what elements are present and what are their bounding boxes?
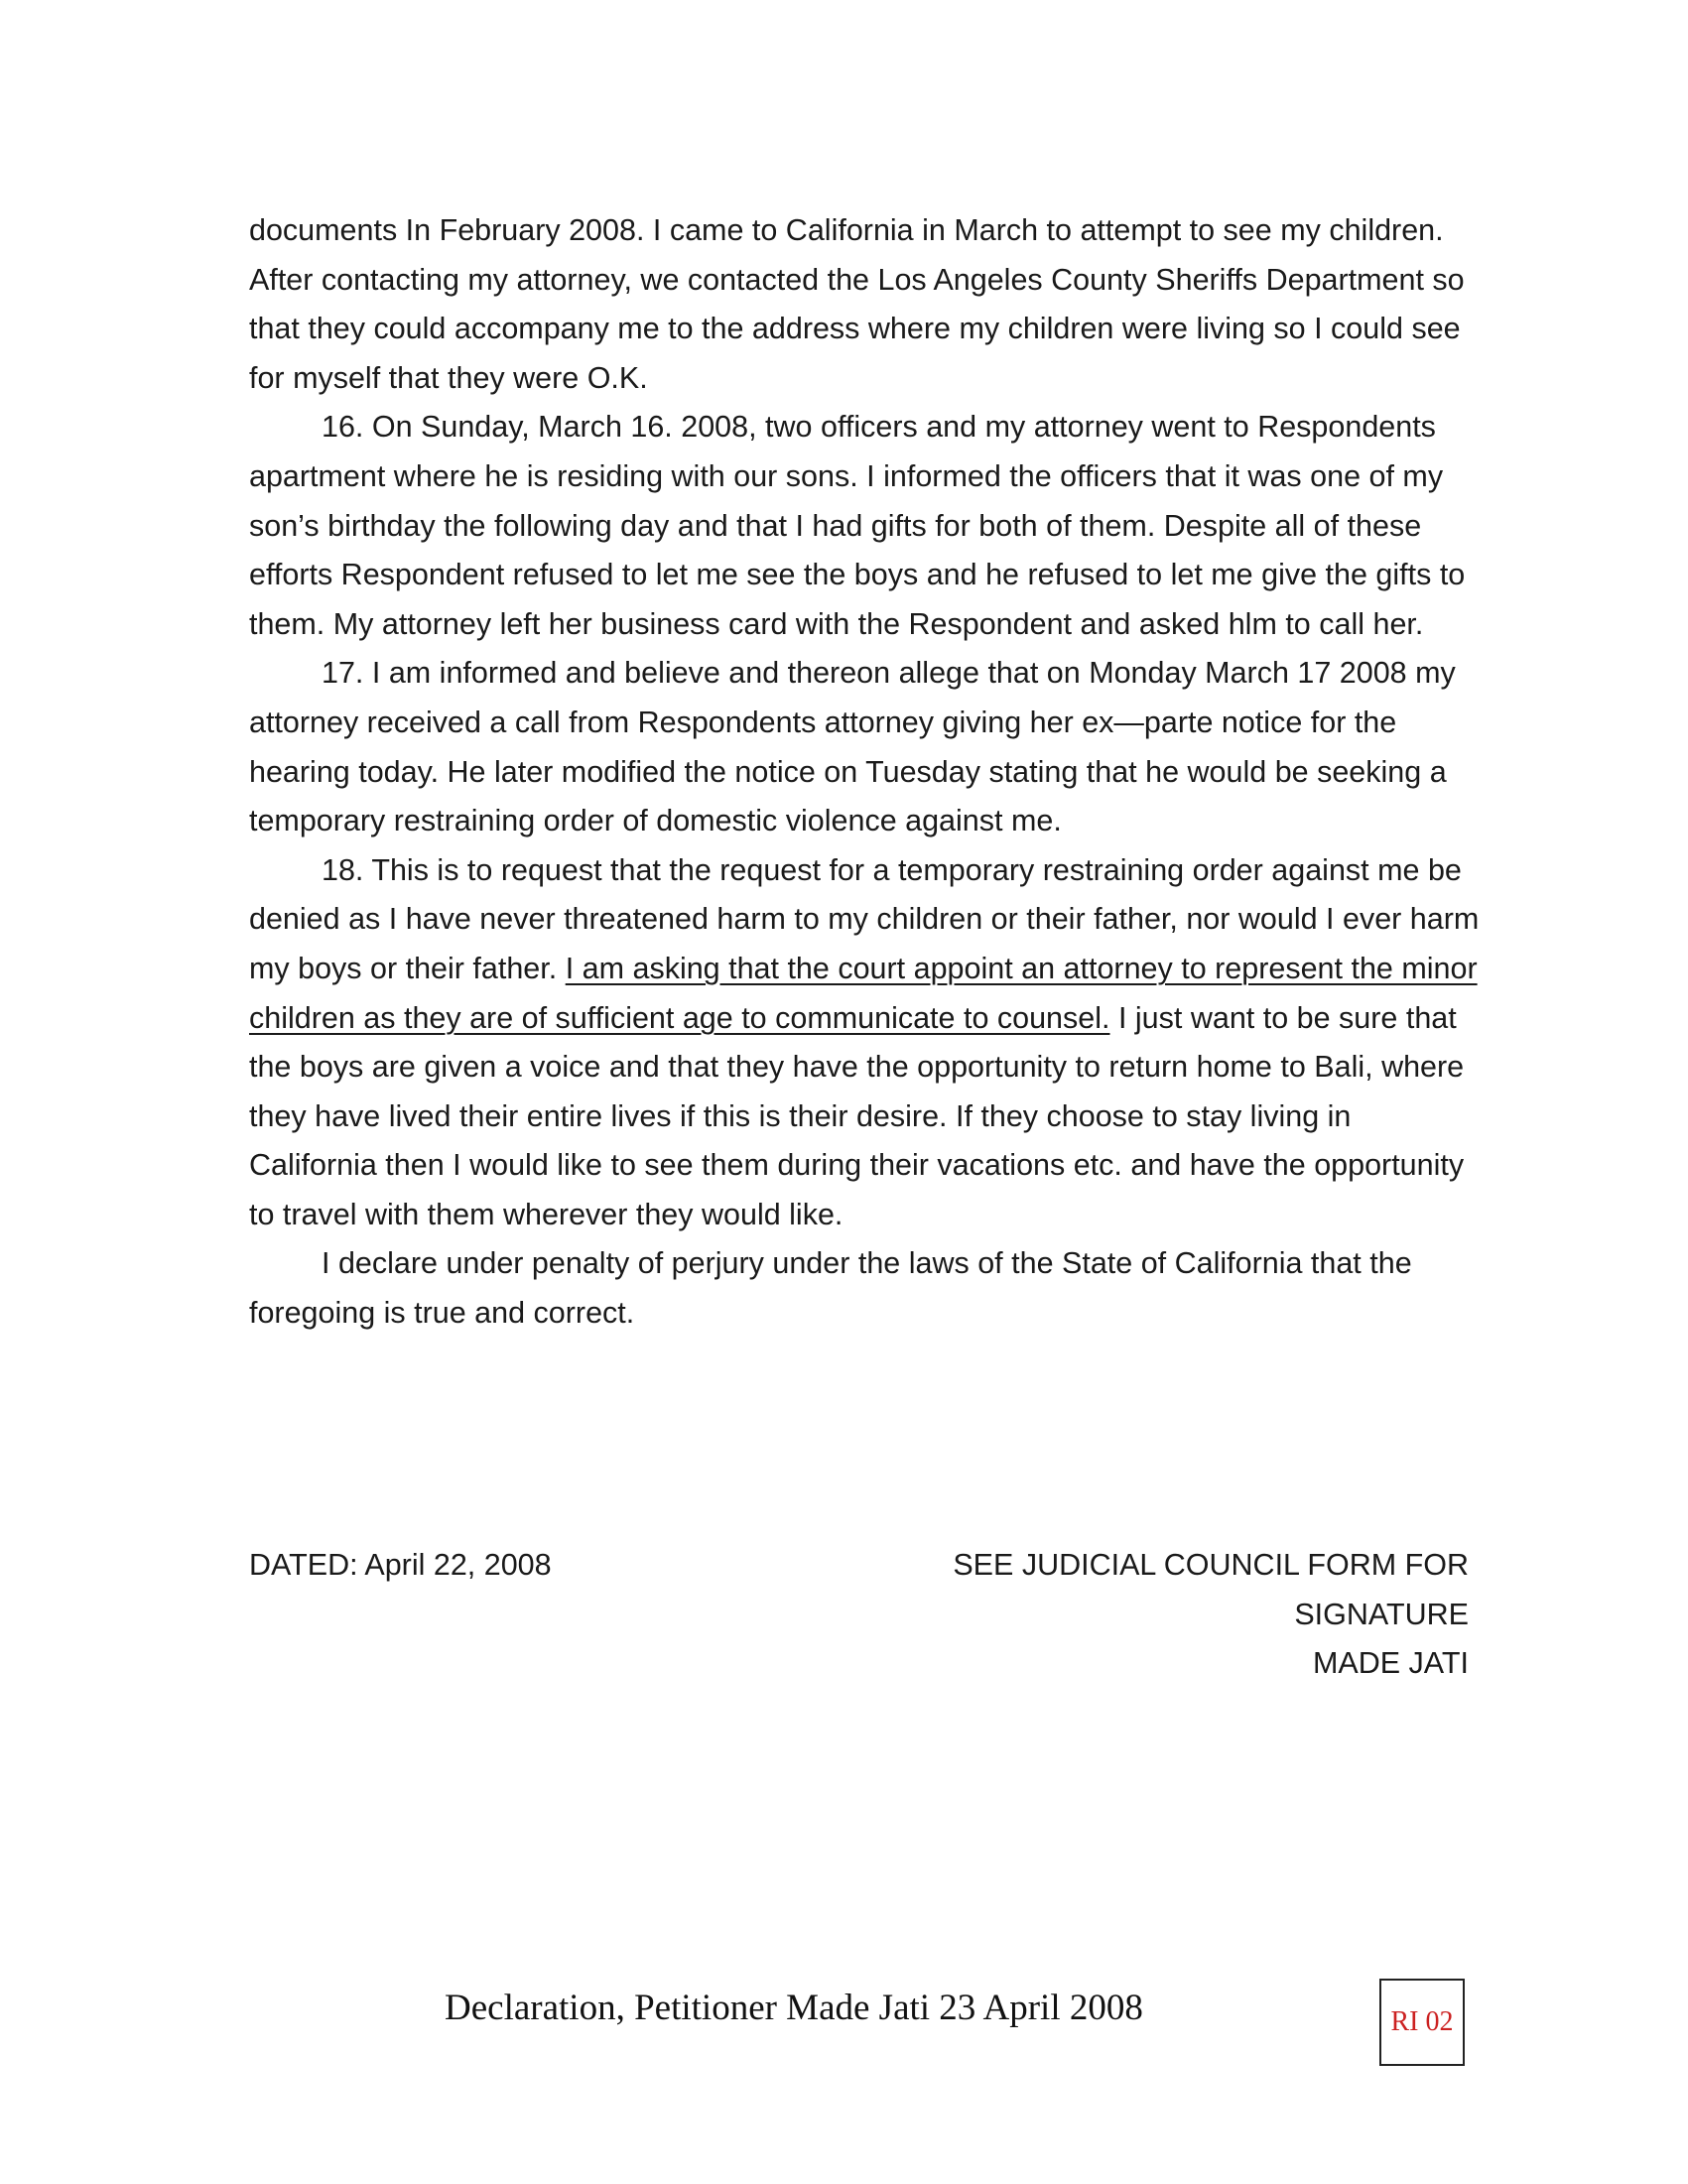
perjury-declaration: I declare under penalty of perjury under the laws of the State of California that the foregoing is true and correct. <box>249 1246 1412 1331</box>
page-stamp: RI 02 <box>1379 1979 1465 2066</box>
signature-note <box>953 1541 1469 1689</box>
dated-line: DATED: April 22, 2008 <box>249 1548 552 1582</box>
signature-line-3: MADE JATI <box>1312 1646 1469 1681</box>
paragraph-16: 16. On Sunday, March 16. 2008, two officers and my attorney went to Respondents apartment where he is residing with our sons. I informed the officers that it was one of my son’s birthday the following day and that I had gifts for both of them. Despite all of these efforts Respondent refused to let me see the boys and he refused to let me give the gifts to them. My attorney left her business card with the Respondent and asked hlm to call her. <box>249 410 1466 641</box>
footer-title: Declaration, Petitioner Made Jati 23 April 2008 <box>445 1988 1143 2028</box>
paragraph-18-end: I just want to be sure that the boys are given a voice and that they have the opportunity to return home to Bali, where they have lived their entire lives if this is their desire. If they choose to stay living in California then I would like to see them during their vacations etc. and have the opportunity to travel with them wherever they would like. <box>249 1000 1465 1231</box>
signature-line-2: SIGNATURE <box>1294 1597 1469 1631</box>
paragraph-17: 17. I am informed and believe and thereon allege that on Monday March 17 2008 my attorney received a call from Respondents attorney giving her ex—parte notice for the hearing today. He later modified the notice on Tuesday stating that he would be seeking a temporary restraining order of domestic violence against me. <box>249 656 1456 838</box>
paragraph-15-continued: documents In February 2008. I came to California in March to attempt to see my children. After contacting my attorney, we contacted the Los Angeles County Sheriffs Department so that they could accompany me to the address where my children were living so I could see for myself that they were O.K. <box>249 213 1465 395</box>
paragraph-18 <box>249 846 1480 1240</box>
paragraph-18-underlined: I am asking that the court appoint an attorney to represent the minor children as they are of sufficient age to communicate to counsel. <box>249 951 1478 1035</box>
paragraph-18-start: 18. This is to request that the request for a temporary restraining order against me be denied as I have never threatened harm to my children or their father, nor would I ever harm my boys or their father. <box>249 852 1480 985</box>
declaration-body <box>249 206 1480 1339</box>
signature-line-1: SEE JUDICIAL COUNCIL FORM FOR <box>953 1548 1469 1582</box>
